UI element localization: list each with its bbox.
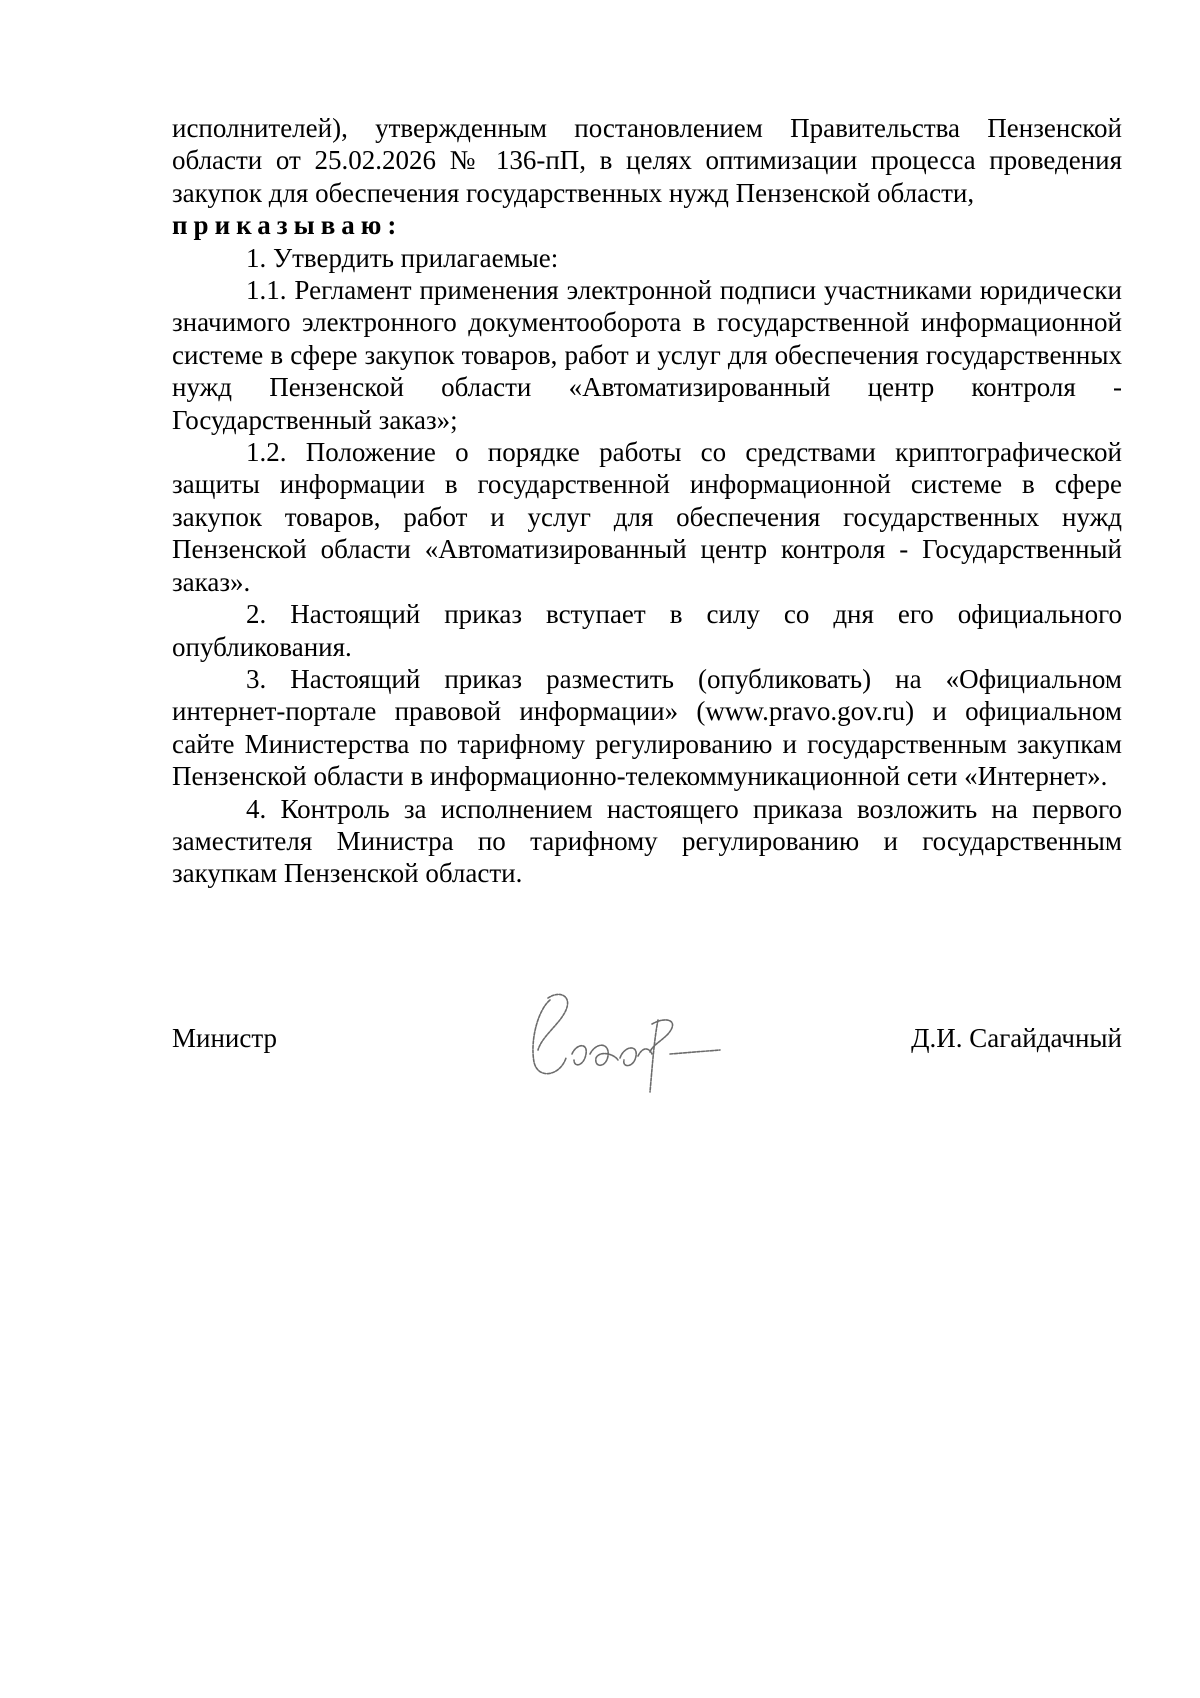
paragraph-item-1-2: 1.2. Положение о порядке работы со средствами криптографической защиты информации в государственной информационной системе в сфере закупок товаров, работ и услуг для обеспечения государственных нужд Пензенской области «Автоматизированный центр контроля - Государственный заказ». (172, 437, 1122, 597)
paragraph-intro: исполнителей), утвержденным постановлением Правительства Пензенской области от 25.02.2026 № 136-пП, в целях оптимизации процесса проведения закупок для обеспечения государственных нужд Пензенской области, (172, 113, 1122, 208)
position-title: Министр (172, 1023, 277, 1053)
signer-name: Д.И. Сагайдачный (911, 1023, 1122, 1053)
paragraph-item-3: 3. Настоящий приказ разместить (опубликовать) на «Официальном интернет-портале правовой информации» (www.pravo.gov.ru) и официальном сайте Министерства по тарифному регулированию и государственным закупкам Пензенской области в информационно-телекоммуникационной сети «Интернет». (172, 663, 1122, 792)
paragraph-item-1: 1. Утвердить прилагаемые: (246, 242, 559, 273)
decree-word: приказываю: (172, 210, 403, 241)
handwritten-signature (520, 980, 770, 1100)
document-body (172, 112, 1122, 890)
paragraph-item-2: 2. Настоящий приказ вступает в силу со дня его официального опубликования. (172, 599, 1122, 662)
paragraph-item-1-1: 1.1. Регламент применения электронной подписи участниками юридически значимого электронного документооборота в государственной информационной системе в сфере закупок товаров, работ и услуг для обеспечения государственных нужд Пензенской области «Автоматизированный центр контроля - Государственный заказ»; (172, 275, 1122, 435)
paragraph-item-4: 4. Контроль за исполнением настоящего приказа возложить на первого заместителя Министра по тарифному регулированию и государственным закупкам Пензенской области. (172, 793, 1122, 889)
